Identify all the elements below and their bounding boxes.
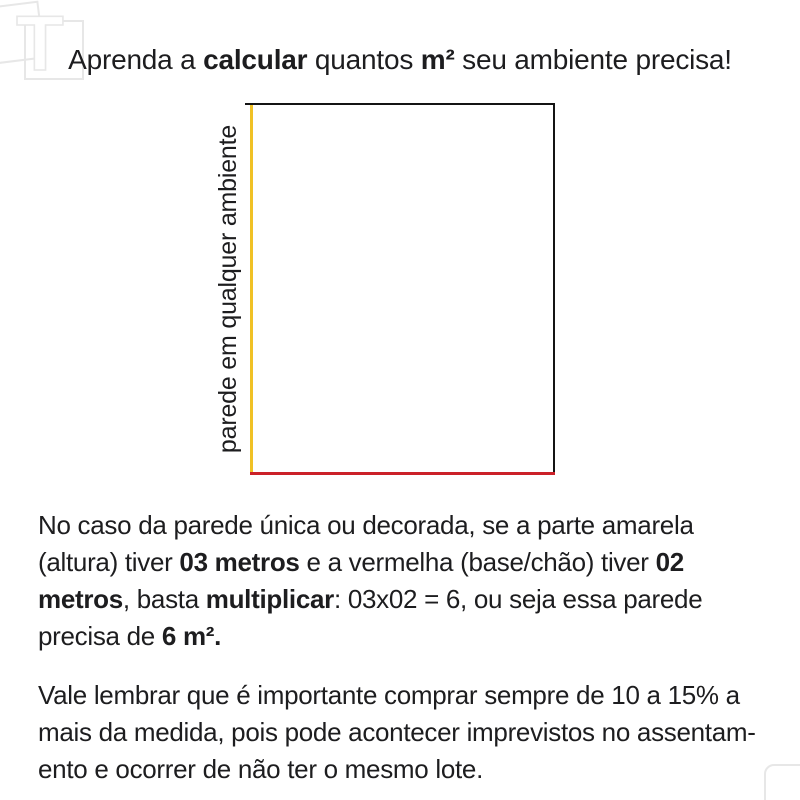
wall-top-edge: [245, 103, 555, 105]
tip-paragraph: Vale lembrar que é importante comprar sempre de 10 a 15% a mais da medida, pois pode acontecer imprevistos no assentam- ento e ocorrer de não ter o mesmo lote.: [38, 680, 756, 784]
corner-watermark-square: [764, 764, 800, 800]
wall-label: parede em qualquer ambiente: [214, 124, 242, 454]
wall-right-edge: [553, 103, 555, 475]
wall-base-line-red: [250, 472, 555, 475]
page-title: Aprenda a calcular quantos m² seu ambiente precisa!: [68, 44, 732, 75]
wall-height-line-yellow: [250, 105, 253, 472]
explanation-paragraph: No caso da parede única ou decorada, se a parte amarela (altura) tiver 03 metros e a vermelha (base/chão) tiver 02 metros, basta multiplicar: 03x02 = 6, ou seja essa parede precisa de 6 m².: [38, 510, 703, 651]
svg-text:T: T: [16, 0, 64, 87]
